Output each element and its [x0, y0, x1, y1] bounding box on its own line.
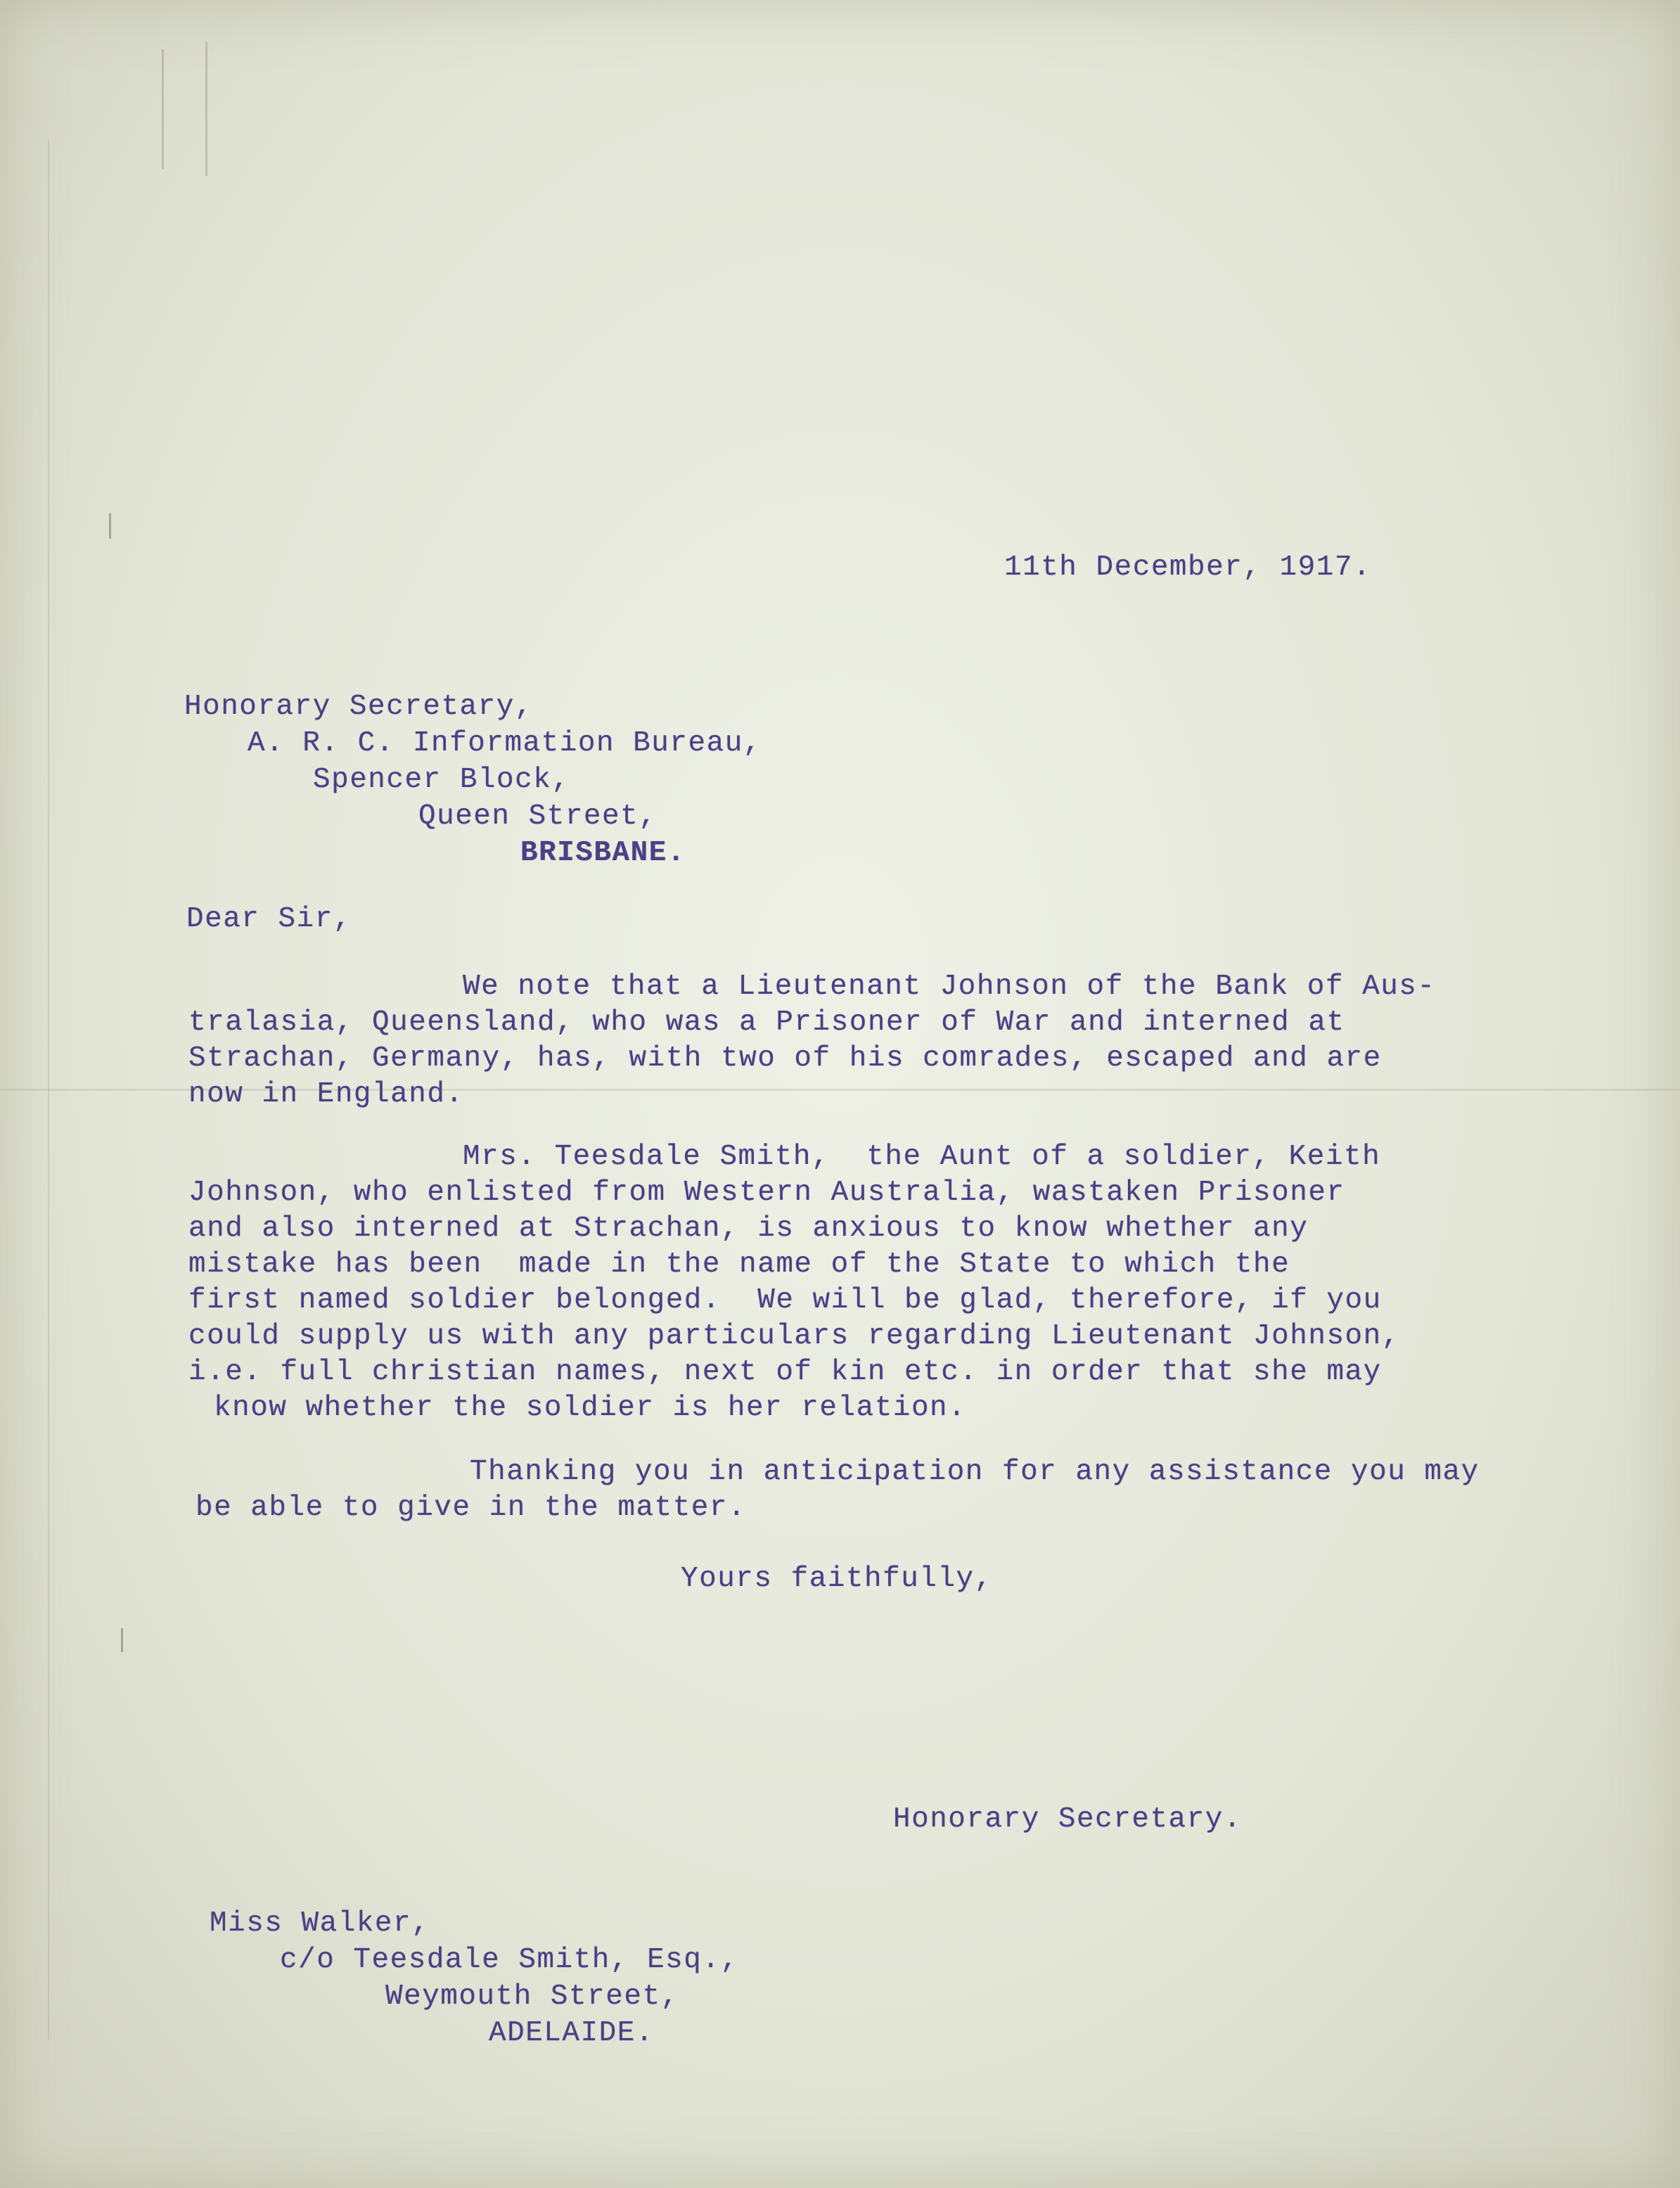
paragraph-2-line: Johnson, who enlisted from Western Australia, wastaken Prisoner — [188, 1177, 1345, 1209]
paragraph-2-line: could supply us with any particulars regarding Lieutenant Johnson, — [188, 1320, 1400, 1352]
recipient-line-2: A. R. C. Information Bureau, — [248, 727, 762, 760]
paragraph-1-line: We note that a Lieutenant Johnson of the Bank of Aus- — [463, 971, 1436, 1003]
recipient-line-5: BRISBANE. — [520, 837, 686, 869]
letter-date: 11th December, 1917. — [1004, 551, 1372, 584]
recipient-line-1: Honorary Secretary, — [184, 691, 533, 723]
paragraph-2-line: i.e. full christian names, next of kin etc. in order that she may — [188, 1356, 1382, 1388]
paragraph-1 — [188, 969, 1436, 1113]
paragraph-2-line: and also interned at Strachan, is anxious to know whether any — [188, 1213, 1309, 1245]
paragraph-2-line: mistake has been made in the name of the State to which the — [188, 1248, 1290, 1281]
copy-to-line-4: ADELAIDE. — [489, 2017, 654, 2049]
recipient-line-3: Spencer Block, — [313, 764, 570, 796]
salutation: Dear Sir, — [186, 903, 352, 935]
paragraph-3-line: be able to give in the matter. — [195, 1492, 747, 1524]
paragraph-2-line: first named soldier belonged. We will be glad, therefore, if you — [188, 1284, 1382, 1317]
recipient-line-4: Queen Street, — [418, 800, 658, 833]
paragraph-1-line: Strachan, Germany, has, with two of his comrades, escaped and are — [188, 1042, 1382, 1075]
paragraph-1-line: tralasia, Queensland, who was a Prisoner of War and interned at — [188, 1006, 1345, 1039]
copy-to-line-3: Weymouth Street, — [385, 1981, 679, 2013]
paragraph-2-line: know whether the soldier is her relation. — [214, 1392, 967, 1424]
paragraph-3 — [195, 1454, 1480, 1526]
paragraph-2 — [188, 1139, 1400, 1426]
paragraph-2-line: Mrs. Teesdale Smith, the Aunt of a soldier, Keith — [463, 1141, 1381, 1173]
signature-title: Honorary Secretary. — [893, 1803, 1242, 1836]
paragraph-3-line: Thanking you in anticipation for any assistance you may — [470, 1456, 1480, 1488]
copy-to-line-1: Miss Walker, — [210, 1907, 430, 1940]
closing: Yours faithfully, — [681, 1563, 993, 1595]
copy-to-line-2: c/o Teesdale Smith, Esq., — [280, 1944, 739, 1976]
paragraph-1-line: now in England. — [188, 1078, 464, 1111]
